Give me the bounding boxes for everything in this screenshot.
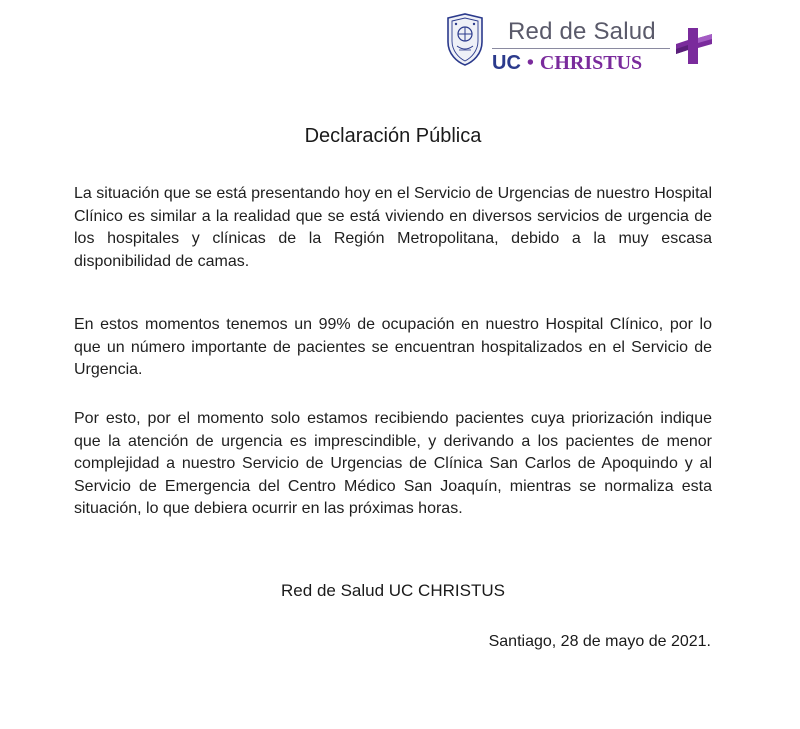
brand-uc: UC <box>492 52 521 74</box>
document-body <box>74 183 712 518</box>
christus-cross-icon <box>674 26 714 66</box>
brand-divider <box>492 48 670 49</box>
uc-seal-icon <box>444 12 486 66</box>
red-de-salud-uc-christus-logo <box>444 12 714 72</box>
brand-christus: CHRISTUS <box>539 52 643 74</box>
paragraph-3: Por esto, por el momento solo estamos recibiendo pacientes cuya priorización indique que la atención de urgencia es imprescindible, y derivando a los pacientes de menor complejidad a nuestro Servicio de Urgencias de Clínica San Carlos de Apoquindo y al Servicio de Emergencia del Centro Médico San Joaquín, mientras se normaliza esta situación, lo que debiera ocurrir en las próximas horas. <box>74 410 712 518</box>
brand-name-bottom <box>492 52 642 75</box>
brand-name-top: Red de Salud <box>508 18 656 45</box>
paragraph-1: La situación que se está presentando hoy en el Servicio de Urgencias de nuestro Hospital Clínico es similar a la realidad que se está viviendo en diversos servicios de urgencia de los hospitales y clínicas de la Región Metropolitana, debido a la muy escasa disponibilidad de camas. <box>74 185 712 270</box>
brand-dot: • <box>526 52 534 74</box>
document-date: Santiago, 28 de mayo de 2021. <box>488 633 711 650</box>
document-title: Declaración Pública <box>304 125 482 147</box>
paragraph-2: En estos momentos tenemos un 99% de ocupación en nuestro Hospital Clínico, por lo que un número importante de pacientes se encuentran hospitalizados en el Servicio de Urgencia. <box>74 316 712 379</box>
signature: Red de Salud UC CHRISTUS <box>281 581 505 600</box>
